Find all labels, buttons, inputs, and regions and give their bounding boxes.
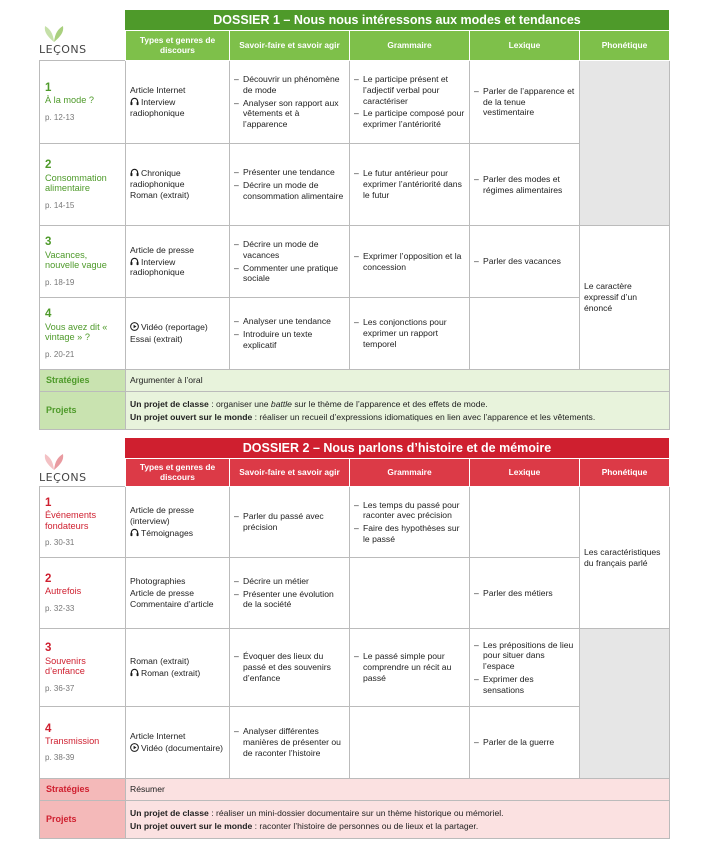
strategies-row [40, 370, 670, 392]
header-blank [40, 459, 126, 487]
lesson-cell[interactable] [40, 558, 126, 629]
lexique-item: – Exprimer des sensations [474, 674, 575, 695]
genres-cell [126, 707, 230, 779]
savoir-item: – Analyser son rapport aux vêtements et à l’apparence [234, 98, 345, 130]
lesson-pages: p. 20-21 [45, 349, 75, 359]
lesson-row [40, 707, 670, 779]
lexique-item: – Parler des métiers [474, 588, 575, 599]
grammaire-cell [350, 298, 470, 370]
phonetique-cell: Les caractéristiques du français parlé [580, 487, 670, 629]
grammaire-item: – Exprimer l’opposition et la concession [354, 251, 465, 272]
lesson-title: À la mode ? [45, 95, 95, 106]
lecons-label: LEÇONS [39, 43, 87, 56]
genres-cell [126, 144, 230, 226]
savoir-item: – Découvrir un phénomène de mode [234, 74, 345, 95]
lesson-number: 1 [45, 82, 52, 95]
lesson-title: Vous avez dit « vintage » ? [45, 321, 108, 343]
lesson-number: 1 [45, 496, 52, 509]
header-grammaire: Grammaire [350, 459, 470, 487]
lesson-pages: p. 30-31 [45, 538, 75, 548]
header-lexique: Lexique [470, 459, 580, 487]
header-genres: Types et genres de discours [126, 31, 230, 61]
lexique-cell [470, 487, 580, 558]
lesson-row [40, 298, 670, 370]
play-icon [130, 322, 139, 331]
grammaire-cell [350, 707, 470, 779]
lesson-title: Autrefois [45, 586, 82, 597]
lesson-title: Vacances, nouvelle vague [45, 249, 107, 271]
lesson-number: 2 [45, 573, 52, 586]
lesson-title: Événements fondateurs [45, 510, 97, 531]
strategies-label: Stratégies [40, 370, 126, 392]
header-lexique: Lexique [470, 31, 580, 61]
savoir-cell [230, 298, 350, 370]
grammaire-item: – Le passé simple pour comprendre un récit au passé [354, 651, 465, 683]
projet-monde: Un projet ouvert sur le monde : raconter l’histoire de personnes ou de lieux et la partager. [130, 820, 479, 831]
lesson-cell[interactable] [40, 61, 126, 144]
header-savoir: Savoir-faire et savoir agir [230, 459, 350, 487]
grammaire-item: – Le participe composé pour exprimer l’antériorité [354, 108, 465, 129]
genre-item: Roman (extrait) [130, 190, 190, 201]
genre-item: Article de presse (interview) [130, 505, 195, 527]
savoir-cell [230, 226, 350, 298]
lexique-cell [470, 226, 580, 298]
genre-item: Article Internet [130, 731, 186, 742]
header-phonetique: Phonétique [580, 31, 670, 61]
phonetique-empty [580, 629, 670, 779]
savoir-item: – Analyser différentes manières de présenter ou de raconter l’histoire [234, 726, 345, 758]
savoir-cell [230, 558, 350, 629]
projets-value [126, 801, 670, 839]
lesson-cell[interactable] [40, 629, 126, 707]
savoir-item: – Introduire un texte explicatif [234, 329, 345, 350]
lesson-row [40, 61, 670, 144]
savoir-item: – Présenter une tendance [234, 167, 345, 178]
savoir-item: – Commenter une pratique sociale [234, 263, 345, 284]
genre-item: Roman (extrait) [130, 668, 225, 679]
projets-row [40, 801, 670, 839]
play-icon [130, 743, 139, 752]
genre-item: Interview radiophonique [130, 256, 185, 278]
savoir-item: – Décrire un mode de vacances [234, 239, 345, 260]
lesson-cell[interactable] [40, 707, 126, 779]
phonetique-cell: Le caractère expressif d’un énoncé [580, 226, 670, 370]
lesson-pages: p. 38-39 [45, 753, 75, 763]
strategies-value: Argumenter à l’oral [126, 370, 670, 392]
lesson-row [40, 144, 670, 226]
lesson-cell[interactable] [40, 487, 126, 558]
grammaire-item: – Les temps du passé pour raconter avec précision [354, 500, 465, 521]
savoir-cell [230, 61, 350, 144]
lexique-item: – Les prépositions de lieu pour situer dans l’espace [474, 640, 575, 672]
genres-cell [126, 558, 230, 629]
dossier-table [39, 458, 670, 839]
phonetique-empty [580, 61, 670, 226]
genre-item: Roman (extrait) [130, 656, 190, 667]
lesson-title: Souvenirs d’enfance [45, 655, 86, 677]
genres-cell [126, 629, 230, 707]
lesson-number: 3 [45, 236, 52, 249]
lexique-item: – Parler de la guerre [474, 737, 575, 748]
lesson-pages: p. 32-33 [45, 603, 75, 613]
lesson-row [40, 558, 670, 629]
dossier-title: DOSSIER 1 – Nous nous intéressons aux modes et tendances [125, 10, 669, 30]
genre-item: Article de presse [130, 587, 195, 598]
grammaire-item: – Le futur antérieur pour exprimer l’antériorité dans le futur [354, 168, 465, 200]
projet-classe: Un projet de classe : réaliser un mini-dossier documentaire sur un thème historique ou mémoriel. [130, 807, 504, 818]
lesson-number: 4 [45, 722, 52, 735]
genre-item: Interview radiophonique [130, 97, 185, 118]
savoir-item: – Parler du passé avec précision [234, 511, 345, 532]
savoir-cell [230, 144, 350, 226]
header-savoir: Savoir-faire et savoir agir [230, 31, 350, 61]
lecons-label: LEÇONS [39, 471, 87, 484]
lexique-cell [470, 298, 580, 370]
genres-cell [126, 226, 230, 298]
savoir-item: – Décrire un mode de consommation alimentaire [234, 180, 345, 201]
grammaire-cell [350, 487, 470, 558]
savoir-item: – Présenter une évolution de la société [234, 589, 345, 610]
savoir-item: – Évoquer des lieux du passé et des souvenirs d’enfance [234, 651, 345, 683]
genre-item: Article Internet [130, 85, 186, 96]
header-phonetique: Phonétique [580, 459, 670, 487]
grammaire-cell [350, 61, 470, 144]
lexique-cell [470, 707, 580, 779]
lexique-cell [470, 144, 580, 226]
grammaire-cell [350, 144, 470, 226]
savoir-cell [230, 487, 350, 558]
savoir-item: – Décrire un métier [234, 576, 345, 587]
lesson-title: Consommation alimentaire [45, 172, 107, 194]
genre-item: Témoignages [130, 528, 225, 539]
strategies-value: Résumer [126, 779, 670, 801]
lesson-cell[interactable] [40, 144, 126, 226]
lexique-cell [470, 558, 580, 629]
lesson-number: 3 [45, 642, 52, 655]
lesson-pages: p. 14-15 [45, 200, 75, 210]
genre-item: Chronique radiophonique [130, 167, 185, 189]
genre-item: Article de presse [130, 244, 195, 255]
grammaire-cell [350, 558, 470, 629]
lesson-pages: p. 12-13 [45, 112, 75, 122]
genre-item: Photographies [130, 575, 186, 586]
headphones-icon [130, 168, 139, 177]
genre-item: Vidéo (documentaire) [130, 743, 225, 754]
lesson-cell[interactable] [40, 226, 126, 298]
grammaire-item: – Le participe présent et l’adjectif verbal pour caractériser [354, 74, 465, 106]
lexique-item: – Parler des vacances [474, 256, 575, 267]
lesson-cell[interactable] [40, 298, 126, 370]
headphones-icon [130, 257, 139, 266]
headphones-icon [130, 668, 139, 677]
strategies-row [40, 779, 670, 801]
header-grammaire: Grammaire [350, 31, 470, 61]
genres-cell [126, 487, 230, 558]
lexique-cell [470, 629, 580, 707]
dossier-title: DOSSIER 2 – Nous parlons d’histoire et de mémoire [125, 438, 669, 458]
lesson-row [40, 487, 670, 558]
lesson-row [40, 226, 670, 298]
lesson-title: Transmission [45, 735, 100, 746]
lesson-number: 4 [45, 308, 52, 321]
projets-value [126, 392, 670, 430]
projet-classe: Un projet de classe : organiser une battle sur le thème de l’apparence et des effets de mode. [130, 398, 488, 409]
lesson-number: 2 [45, 159, 52, 172]
lesson-pages: p. 18-19 [45, 277, 75, 287]
projet-monde: Un projet ouvert sur le monde : réaliser un recueil d’expressions idiomatiques en lien avec l’apparence et les vêtements. [130, 411, 596, 422]
grammaire-cell [350, 629, 470, 707]
lesson-pages: p. 36-37 [45, 683, 75, 693]
lexique-item: – Parler des modes et régimes alimentaires [474, 174, 575, 195]
projets-row [40, 392, 670, 430]
lesson-row [40, 629, 670, 707]
grammaire-cell [350, 226, 470, 298]
savoir-item: – Analyser une tendance [234, 316, 345, 327]
headphones-icon [130, 97, 139, 106]
genres-cell [126, 61, 230, 144]
projets-label: Projets [40, 801, 126, 839]
header-blank [40, 31, 126, 61]
grammaire-item: – Faire des hypothèses sur le passé [354, 523, 465, 544]
lexique-cell [470, 61, 580, 144]
genre-item: Commentaire d’article [130, 599, 214, 610]
genre-item: Essai (extrait) [130, 334, 183, 344]
dossier-table [39, 30, 670, 430]
genre-item: Vidéo (reportage) [130, 322, 225, 333]
genres-cell [126, 298, 230, 370]
savoir-cell [230, 629, 350, 707]
header-genres: Types et genres de discours [126, 459, 230, 487]
strategies-label: Stratégies [40, 779, 126, 801]
savoir-cell [230, 707, 350, 779]
projets-label: Projets [40, 392, 126, 430]
headphones-icon [130, 528, 139, 537]
lexique-item: – Parler de l’apparence et de la tenue vestimentaire [474, 86, 575, 118]
grammaire-item: – Les conjonctions pour exprimer un rapport temporel [354, 317, 465, 349]
